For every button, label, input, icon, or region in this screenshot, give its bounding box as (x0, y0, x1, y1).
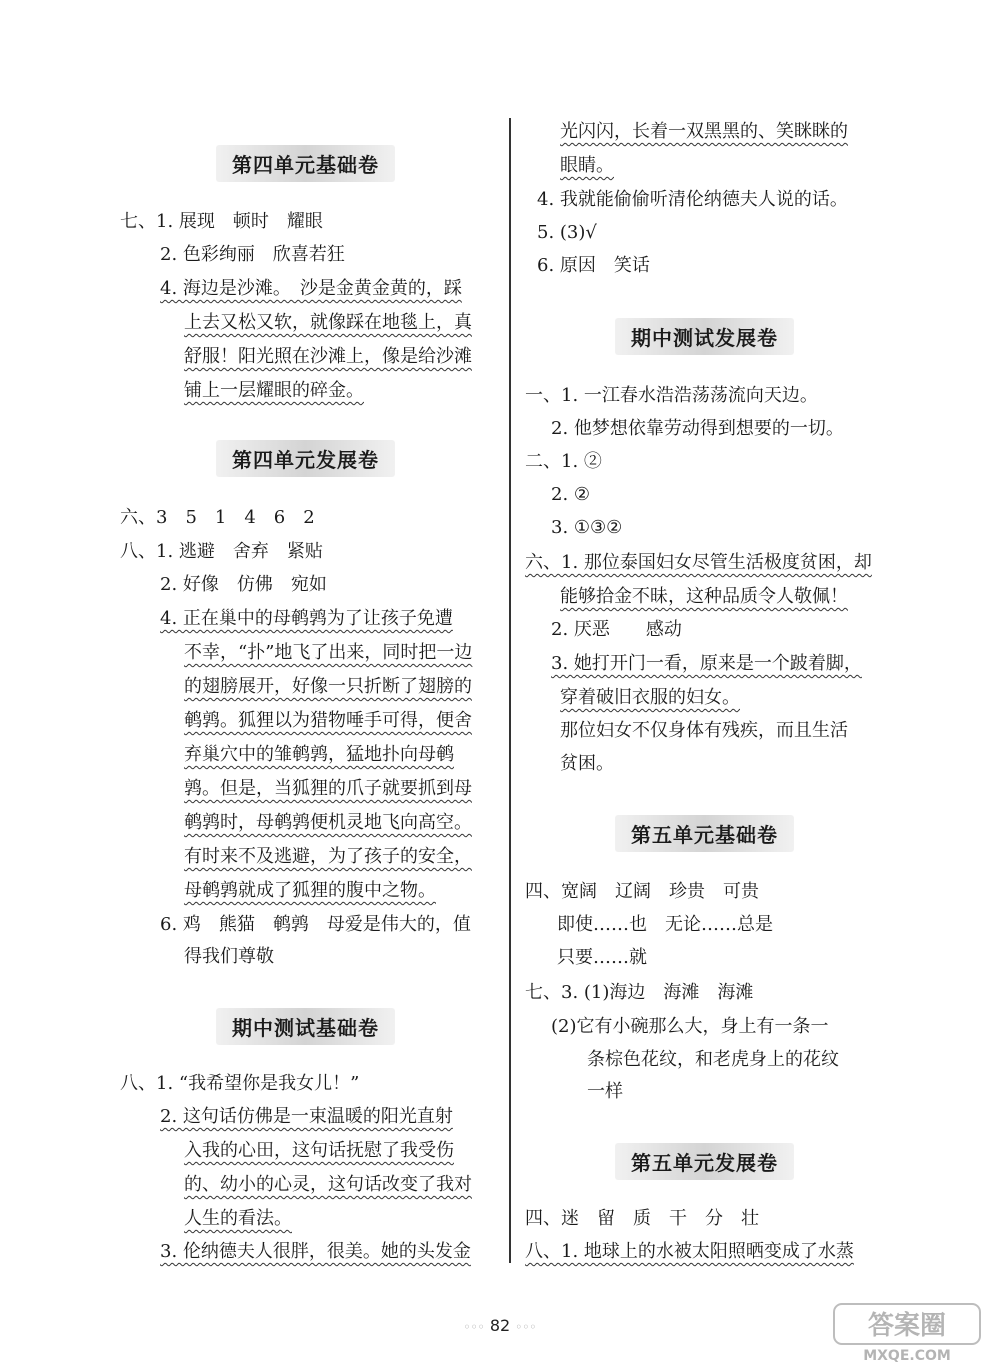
answer-line: 贫困。 (560, 753, 614, 774)
answer-line: 人生的看法。 (184, 1208, 292, 1229)
answer-line: 条棕色花纹，和老虎身上的花纹 (587, 1049, 839, 1070)
answer-line: 的、幼小的心灵，这句话改变了我对 (184, 1174, 472, 1195)
answer-line: 2. 厌恶 感动 (551, 619, 682, 640)
answer-line: 不幸，“扑”地飞了出来，同时把一边 (184, 642, 473, 663)
section-title: 第五单元基础卷 (615, 815, 794, 852)
answer-line: 穿着破旧衣服的妇女。 (560, 687, 740, 708)
answer-line: 眼睛。 (560, 155, 614, 176)
answer-line: 一样 (587, 1081, 623, 1102)
answer-line: 六、3 5 1 4 6 2 (120, 507, 315, 528)
answer-line: 2. 他梦想依靠劳动得到想要的一切。 (551, 418, 844, 439)
answer-line: 即使……也 无论……总是 (557, 914, 773, 935)
answer-line: 上去又松又软，就像踩在地毯上，真 (184, 312, 472, 333)
answer-line: 6. 鸡 熊猫 鹌鹑 母爱是伟大的，值 (160, 914, 471, 935)
answer-line: 母鹌鹑就成了狐狸的腹中之物。 (184, 880, 436, 901)
answer-line: 四、宽阔 辽阔 珍贵 可贵 (525, 881, 759, 902)
answer-line: 6. 原因 笑话 (537, 255, 650, 276)
answer-line: 八、1. 地球上的水被太阳照晒变成了水蒸 (525, 1241, 854, 1262)
answer-line: 舒服！阳光照在沙滩上，像是给沙滩 (184, 346, 472, 367)
answer-line: 得我们尊敬 (184, 946, 274, 967)
watermark-logo (832, 1302, 982, 1364)
answer-line: 七、1. 展现 顿时 耀眼 (120, 211, 323, 232)
answer-line: 入我的心田，这句话抚慰了我受伤 (184, 1140, 454, 1161)
answer-line: (2)它有小碗那么大，身上有一条一 (551, 1016, 829, 1037)
column-divider (509, 118, 511, 1263)
answer-line: 4. 海边是沙滩。 沙是金黄金黄的，踩 (160, 278, 462, 299)
answer-line: 鹑。但是，当狐狸的爪子就要抓到母 (184, 778, 472, 799)
answer-line: 5. (3)√ (537, 222, 597, 243)
section-title: 第四单元发展卷 (216, 440, 395, 477)
section-title: 第五单元发展卷 (615, 1143, 794, 1180)
answer-line: 3. 她打开门一看，原来是一个跛着脚， (551, 653, 862, 674)
answer-line: 鹌鹑时，母鹌鹑便机灵地飞向高空。 (184, 812, 472, 833)
answer-line: 有时来不及逃避，为了孩子的安全， (184, 846, 472, 867)
answer-line: 2. ② (551, 484, 591, 505)
answer-line: 2. 色彩绚丽 欣喜若狂 (160, 244, 345, 265)
answer-line: 4. 正在巢中的母鹌鹑为了让孩子免遭 (160, 608, 453, 629)
answer-line: 六、1. 那位泰国妇女尽管生活极度贫困，却 (525, 552, 872, 573)
answer-line: 四、迷 留 质 干 分 壮 (525, 1208, 759, 1229)
answer-line: 3. 伦纳德夫人很胖，很美。她的头发金 (160, 1241, 471, 1262)
watermark-text-top: 答案圈 (867, 1311, 947, 1341)
answer-line: 光闪闪，长着一双黑黑的、笑眯眯的 (560, 121, 848, 142)
answer-line: 二、1. ② (525, 451, 602, 472)
answer-line: 2. 好像 仿佛 宛如 (160, 574, 327, 595)
section-title: 第四单元基础卷 (216, 145, 395, 182)
answer-line: 只要……就 (557, 947, 647, 968)
answer-line: 4. 我就能偷偷听清伦纳德夫人说的话。 (537, 189, 848, 210)
watermark-text-bottom: MXQE.COM (863, 1348, 951, 1364)
answer-line: 2. 这句话仿佛是一束温暖的阳光直射 (160, 1106, 453, 1127)
answer-line: 八、1. 逃避 舍弃 紧贴 (120, 541, 323, 562)
answer-line: 铺上一层耀眼的碎金。 (184, 380, 364, 401)
answer-line: 八、1. “我希望你是我女儿！” (120, 1073, 360, 1094)
answer-line: 一、1. 一江春水浩浩荡荡流向天边。 (525, 385, 818, 406)
page-number-deco-left: ◦◦◦ (463, 1320, 485, 1334)
section-title: 期中测试发展卷 (615, 318, 794, 355)
answer-line: 七、3. (1)海边 海滩 海滩 (525, 982, 754, 1003)
answer-line: 3. ①③② (551, 517, 623, 538)
answer-line: 弃巢穴中的雏鹌鹑，猛地扑向母鹌 (184, 744, 454, 765)
answer-line: 能够拾金不昧，这种品质令人敬佩！ (560, 586, 848, 607)
answer-line: 的翅膀展开，好像一只折断了翅膀的 (184, 676, 472, 697)
page-number-deco-right: ◦◦◦ (515, 1320, 537, 1334)
answer-line: 鹌鹑。狐狸以为猎物唾手可得，便舍 (184, 710, 472, 731)
answer-line: 那位妇女不仅身体有残疾，而且生活 (560, 720, 848, 741)
section-title: 期中测试基础卷 (216, 1008, 395, 1045)
page-number-text: 82 (489, 1316, 511, 1335)
